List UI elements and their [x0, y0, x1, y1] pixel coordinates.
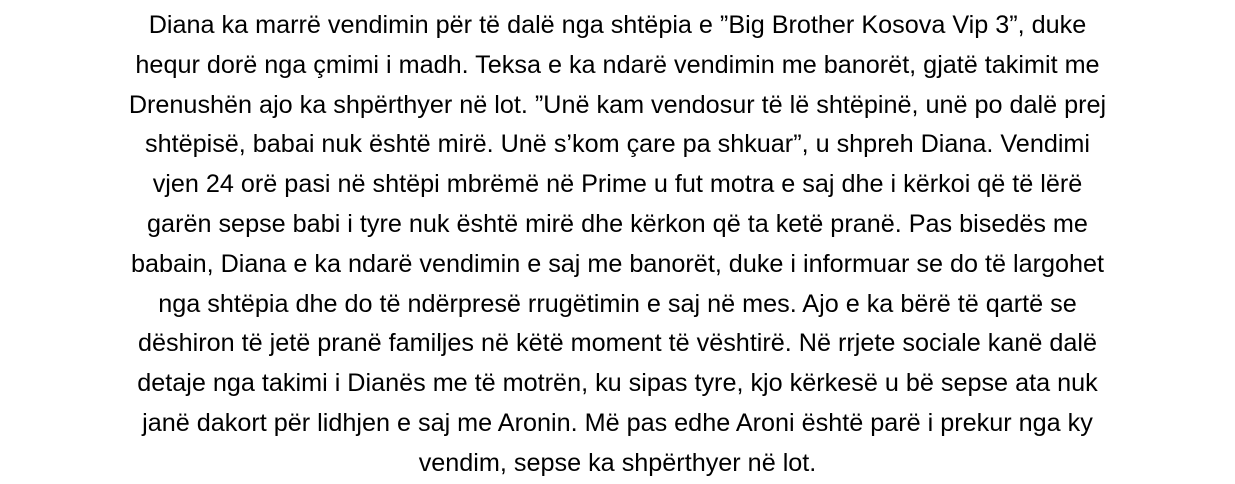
paragraph-line-2: hequr dorë nga çmimi i madh. Teksa e ka ndarë vendimin me banorët, gjatë takimit me	[135, 50, 1100, 79]
paragraph-line-9: dëshiron të jetë pranë familjes në këtë moment të vështirë. Në rrjete sociale kanë dalë	[137, 329, 1098, 358]
paragraph-line-8: nga shtëpia dhe do të ndërpresë rrugëtimin e saj në mes. Ajo e ka bërë të qartë se	[158, 289, 1077, 318]
paragraph-line-3: Drenushën ajo ka shpërthyer në lot. ”Unë kam vendosur të lë shtëpinë, unë po dalë prej	[128, 90, 1107, 119]
paragraph-line-10: detaje nga takimi i Dianës me të motrën, ku sipas tyre, kjo kërkesë u bë sepse ata nuk	[137, 369, 1098, 398]
paragraph-line-1: Diana ka marrë vendimin për të dalë nga shtëpia e ”Big Brother Kosova Vip 3”, duke	[148, 11, 1087, 39]
paragraph-line-6: garën sepse babi i tyre nuk është mirë dhe kërkon që ta ketë pranë. Pas bisedës me	[147, 209, 1088, 238]
paragraph-line-7: babain, Diana e ka ndarë vendimin e saj me banorët, duke i informuar se do të largohet	[130, 249, 1105, 278]
paragraph-line-11: janë dakort për lidhjen e saj me Aronin. Më pas edhe Aroni është parë i prekur nga ky	[142, 408, 1093, 437]
paragraph-line-4: shtëpisë, babai nuk është mirë. Unë s’kom çare pa shkuar”, u shpreh Diana. Vendimi	[144, 130, 1091, 159]
paragraph-line-12: vendim, sepse ka shpërthyer në lot.	[418, 448, 817, 477]
paragraph-line-5: vjen 24 orë pasi në shtëpi mbrëmë në Prime u fut motra e saj dhe i kërkoi që të lërë	[152, 170, 1083, 199]
